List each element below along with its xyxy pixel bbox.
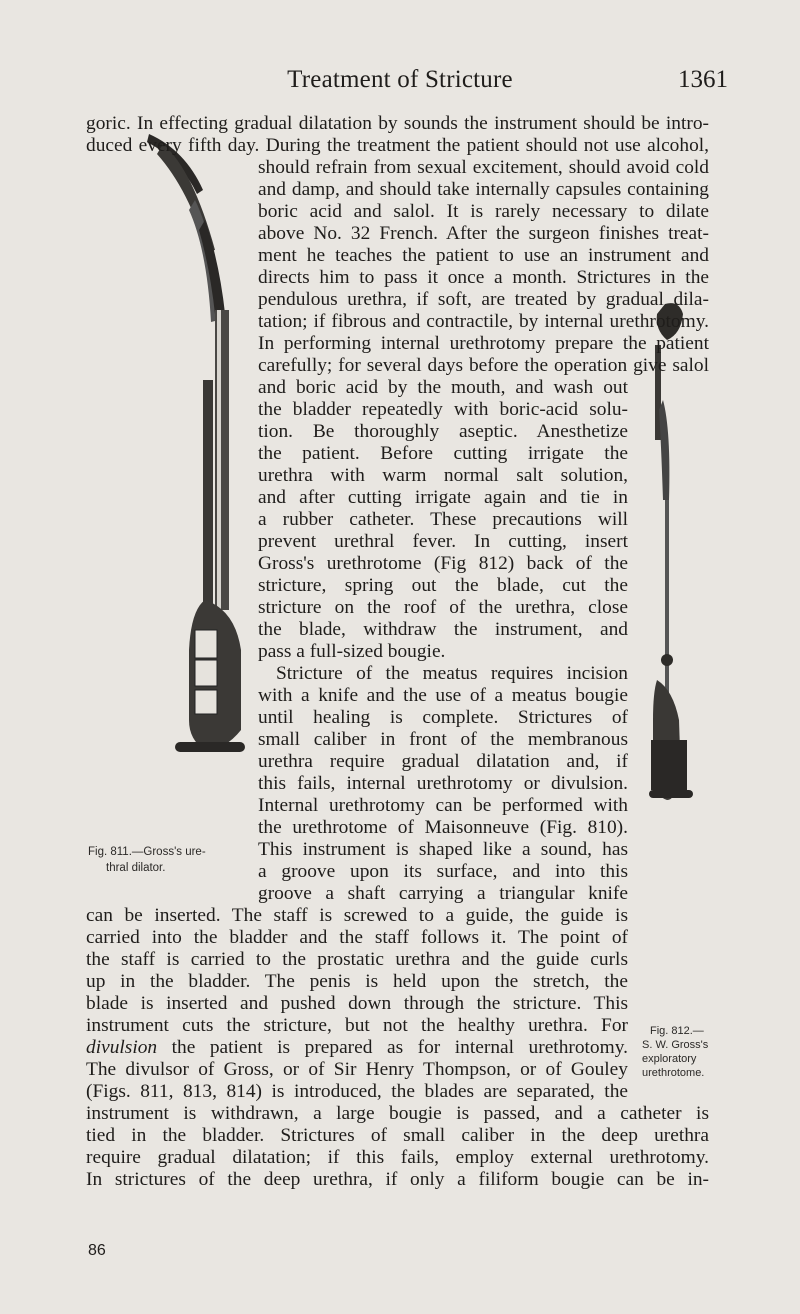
text-line: (Figs. 811, 813, 814) is introduced, the blades are separated, the	[86, 1081, 628, 1102]
text-line: Internal urethrotomy can be performed with	[258, 795, 628, 816]
text-line: and after cutting irrigate again and tie in	[258, 487, 628, 508]
caption-line: S. W. Gross's	[642, 1039, 709, 1051]
text-line: this fails, internal urethrotomy or divulsion.	[258, 773, 628, 794]
text-line: pendulous urethra, if soft, are treated by gradual dila-	[258, 289, 709, 310]
text-line: tied in the bladder. Strictures of small caliber in the deep urethra	[86, 1125, 709, 1146]
text-line: stricture, spring out the blade, cut the	[258, 575, 628, 596]
text-line-rest: the patient is prepared as for internal urethrotomy.	[157, 1037, 628, 1058]
running-title: Treatment of Stricture	[287, 66, 513, 93]
fig-812-caption	[642, 1024, 718, 1080]
text-line: until healing is complete. Strictures of	[258, 707, 628, 728]
text-line: directs him to pass it once a month. Strictures in the	[258, 267, 709, 288]
text-line: stricture on the roof of the urethra, close	[258, 597, 628, 618]
text-line: duced every fifth day. During the treatment the patient should not use alcohol,	[86, 135, 709, 156]
text-line: urethra require gradual dilatation and, if	[258, 751, 628, 772]
text-line: with a knife and the use of a meatus bougie	[258, 685, 628, 706]
signature-mark: 86	[88, 1242, 106, 1259]
caption-line: thral dilator.	[106, 862, 166, 874]
text-line: ment he teaches the patient to use an instrument and	[258, 245, 709, 266]
page-number: 1361	[678, 66, 728, 93]
text-line: a rubber catheter. These precautions will	[258, 509, 628, 530]
text-line: prevent urethral fever. In cutting, insert	[258, 531, 628, 552]
text-line: Gross's urethrotome (Fig 812) back of the	[258, 553, 628, 574]
text-line: the urethrotome of Maisonneuve (Fig. 810).	[258, 817, 628, 838]
text-line: up in the bladder. The penis is held upon the stretch, the	[86, 971, 628, 992]
text-line: and damp, and should take internally capsules containing	[258, 179, 709, 200]
text-line-divulsion	[86, 1037, 628, 1059]
caption-line: Fig. 811.—Gross's ure-	[88, 846, 206, 858]
text-line: instrument is withdrawn, a large bougie is passed, and a catheter is	[86, 1103, 709, 1124]
text-line: a groove upon its surface, and into this	[258, 861, 628, 882]
text-line: tation; if fibrous and contractile, by internal urethrotomy.	[258, 311, 709, 332]
text-line: the staff is carried to the prostatic urethra and the guide curls	[86, 949, 628, 970]
caption-line: urethrotome.	[642, 1067, 705, 1079]
text-line: tion. Be thoroughly aseptic. Anesthetize	[258, 421, 628, 442]
text-line: goric. In effecting gradual dilatation by sounds the instrument should be intro-	[86, 113, 709, 134]
italic-term: divulsion	[86, 1037, 158, 1058]
text-line: urethra with warm normal salt solution,	[258, 465, 628, 486]
caption-line: Fig. 812.—	[650, 1025, 704, 1037]
text-line: In performing internal urethrotomy prepare the patient	[258, 333, 709, 354]
text-line: pass a full-sized bougie.	[258, 641, 446, 662]
text-line: In strictures of the deep urethra, if only a filiform bougie can be in-	[86, 1169, 709, 1190]
text-line: small caliber in front of the membranous	[258, 729, 628, 750]
text-line: the blade, withdraw the instrument, and	[258, 619, 628, 640]
text-line: This instrument is shaped like a sound, has	[258, 839, 628, 860]
text-line: require gradual dilatation; if this fails, employ external urethrotomy.	[86, 1147, 709, 1168]
text-line: The divulsor of Gross, or of Sir Henry Thompson, or of Gouley	[86, 1059, 628, 1080]
fig-811-urethral-dilator-illustration	[145, 130, 250, 770]
text-line: blade is inserted and pushed down through the stricture. This	[86, 993, 628, 1014]
text-line: groove a shaft carrying a triangular knife	[258, 883, 628, 904]
text-line: above No. 32 French. After the surgeon finishes treat-	[258, 223, 709, 244]
caption-line: exploratory	[642, 1053, 697, 1065]
text-line: the patient. Before cutting irrigate the	[258, 443, 628, 464]
text-line: the bladder repeatedly with boric-acid solu-	[258, 399, 628, 420]
text-line: Stricture of the meatus requires incision	[276, 663, 628, 684]
text-line: carried into the bladder and the staff follows it. The point of	[86, 927, 628, 948]
text-line: should refrain from sexual excitement, should avoid cold	[258, 157, 709, 178]
text-line: can be inserted. The staff is screwed to a guide, the guide is	[86, 905, 628, 926]
fig-811-caption	[88, 844, 258, 876]
page-header	[0, 66, 800, 106]
text-line: carefully; for several days before the operation give salol	[258, 355, 709, 376]
text-line: boric acid and salol. It is rarely necessary to dilate	[258, 201, 709, 222]
text-line: and boric acid by the mouth, and wash out	[258, 377, 628, 398]
text-line: instrument cuts the stricture, but not the healthy urethra. For	[86, 1015, 628, 1036]
